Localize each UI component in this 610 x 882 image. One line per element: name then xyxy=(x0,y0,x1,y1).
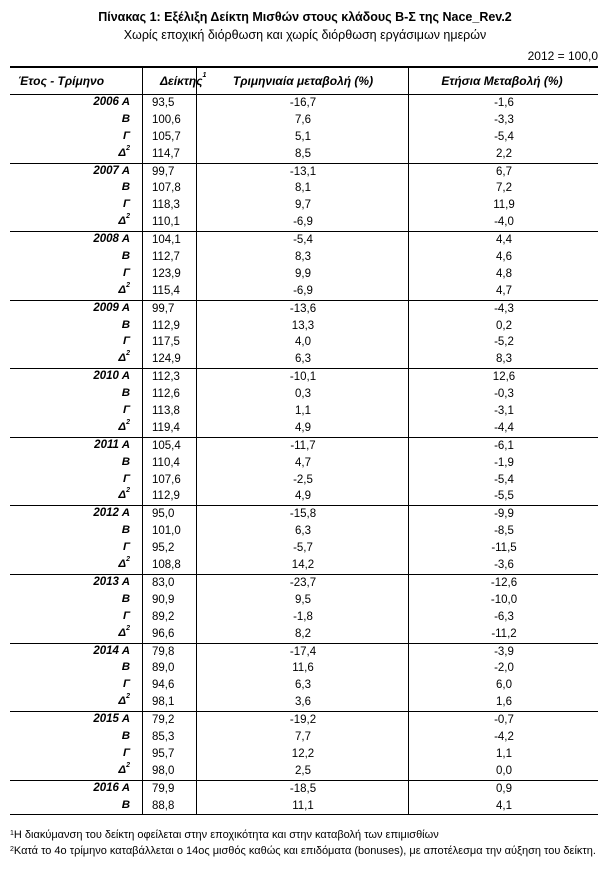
annual-change-value: 4,7 xyxy=(496,284,512,297)
footnote-marker: 2 xyxy=(126,761,130,769)
quarter-label: Α xyxy=(121,713,130,726)
wage-index-table xyxy=(10,66,598,815)
index-value: 96,6 xyxy=(152,627,175,640)
period-label xyxy=(123,130,130,142)
quarter-label: Α xyxy=(121,96,130,108)
index-value: 88,8 xyxy=(152,799,175,812)
annual-change-value: -3,3 xyxy=(494,113,514,126)
annual-change-value: 6,0 xyxy=(496,679,512,692)
quarter-label: Γ xyxy=(122,404,130,417)
period-label xyxy=(118,558,130,570)
quarterly-change-value: -17,4 xyxy=(289,645,317,658)
quarterly-change-value: -6,9 xyxy=(293,284,313,297)
index-value: 89,2 xyxy=(152,610,175,623)
table-row xyxy=(10,283,598,300)
quarter-label: Β xyxy=(121,455,130,468)
quarter-label: Β xyxy=(121,729,130,742)
quarter-label: Δ xyxy=(118,558,127,571)
quarterly-change-value: -23,7 xyxy=(289,576,317,589)
quarter-label: Β xyxy=(121,112,130,125)
year-group xyxy=(10,575,598,644)
year-label: 2008 xyxy=(93,233,119,246)
quarterly-change-value: -11,7 xyxy=(290,439,316,452)
table-row xyxy=(10,369,598,386)
index-value: 110,4 xyxy=(152,456,180,469)
quarter-label: Δ xyxy=(118,283,127,296)
quarterly-change-value: 4,9 xyxy=(295,421,311,434)
period-label xyxy=(93,713,130,725)
table-row xyxy=(10,798,598,815)
annual-change-value: -6,3 xyxy=(494,610,514,623)
quarterly-change-value: 8,2 xyxy=(295,627,311,640)
quarterly-change-value: 6,3 xyxy=(295,353,311,366)
index-value: 79,8 xyxy=(152,645,175,658)
quarterly-change-value: 2,5 xyxy=(295,764,311,777)
table-row xyxy=(10,164,598,181)
period-label xyxy=(93,165,130,177)
table-row xyxy=(10,557,598,574)
quarter-label: Α xyxy=(121,438,130,451)
period-label xyxy=(93,645,130,657)
quarter-label: Γ xyxy=(122,746,130,759)
year-group xyxy=(10,781,598,816)
table-row xyxy=(10,112,598,129)
quarter-label: Β xyxy=(121,661,130,674)
index-value: 112,3 xyxy=(152,371,180,384)
quarterly-change-value: 3,6 xyxy=(295,696,311,709)
footnote-marker: 2 xyxy=(126,281,130,289)
annual-change-value: 2,2 xyxy=(496,147,512,160)
quarterly-change-value: 9,7 xyxy=(295,199,311,212)
table-row xyxy=(10,438,598,455)
quarterly-change-value: 5,1 xyxy=(295,130,311,143)
annual-change-value: -8,5 xyxy=(494,525,514,538)
period-label xyxy=(118,418,130,433)
annual-change-value: 0,2 xyxy=(496,319,512,332)
table-row xyxy=(10,318,598,335)
annual-change-value: -0,3 xyxy=(494,388,514,401)
annual-change-value: -6,1 xyxy=(494,439,514,452)
quarterly-change-value: 11,6 xyxy=(292,662,314,675)
quarterly-change-value: 8,3 xyxy=(295,251,311,264)
quarterly-change-value: -16,7 xyxy=(289,97,317,109)
period-label xyxy=(122,181,130,193)
footnote-marker: 2 xyxy=(126,693,130,701)
footnote-2: $^2$Κατά το 4ο τρίμηνο καταβάλλεται ο 14ος μισθός καθώς και επιδόματα (bonuses), με αποτέλεσμα την αύξηση του δείκτη. xyxy=(10,845,596,857)
annual-change-value: -1,9 xyxy=(494,456,514,469)
period-label xyxy=(94,439,130,451)
footnote-marker: 2 xyxy=(126,624,130,632)
table-row xyxy=(10,592,598,609)
period-label xyxy=(118,624,130,639)
index-value: 112,9 xyxy=(152,319,180,332)
period-label xyxy=(118,144,130,159)
period-label xyxy=(122,319,130,331)
quarterly-change-value: 1,1 xyxy=(295,405,311,418)
index-value: 105,4 xyxy=(152,439,181,452)
period-label xyxy=(122,593,130,605)
table-row xyxy=(10,523,598,540)
quarterly-change-value: -6,9 xyxy=(293,216,313,229)
period-label xyxy=(93,507,130,519)
quarterly-change-value: 9,9 xyxy=(295,267,311,280)
period-label xyxy=(123,747,130,759)
table-row xyxy=(10,677,598,694)
year-label: 2016 xyxy=(93,781,119,794)
quarter-label: Δ xyxy=(118,215,127,228)
annual-change-value: -11,5 xyxy=(491,542,517,555)
table-row xyxy=(10,472,598,489)
annual-change-value: -4,0 xyxy=(494,216,514,229)
period-label xyxy=(122,730,130,742)
table-row xyxy=(10,609,598,626)
annual-change-value: -2,0 xyxy=(494,662,514,675)
period-label xyxy=(123,610,130,622)
year-label: 2011 xyxy=(94,438,119,451)
header-quarterly-change: Τριμηνιαία μεταβολή (%) xyxy=(232,74,374,88)
footnotes xyxy=(10,829,605,861)
quarter-label: Δ xyxy=(118,352,127,365)
year-label: 2009 xyxy=(93,301,119,314)
table-title: Πίνακας 1: Εξέλιξη Δείκτη Μισθών στους κλάδους Β-Σ της Nace_Rev.2 xyxy=(98,10,512,24)
quarterly-change-value: 12,2 xyxy=(291,747,315,760)
quarterly-change-value: -13,6 xyxy=(289,302,317,315)
quarter-label: Δ xyxy=(118,489,127,502)
index-value: 118,3 xyxy=(152,199,180,212)
index-value: 104,1 xyxy=(152,234,181,247)
quarterly-change-value: -13,1 xyxy=(289,165,317,178)
annual-change-value: -3,1 xyxy=(494,405,514,418)
index-value: 95,7 xyxy=(152,747,175,760)
annual-change-value: -5,2 xyxy=(494,336,514,349)
index-value: 99,7 xyxy=(152,165,175,178)
quarterly-change-value: 4,9 xyxy=(295,490,311,503)
table-row xyxy=(10,575,598,592)
index-value: 105,7 xyxy=(152,130,181,143)
annual-change-value: 0,9 xyxy=(496,782,512,795)
quarter-label: Γ xyxy=(122,266,130,279)
quarter-label: Γ xyxy=(122,129,130,142)
period-label xyxy=(93,576,130,588)
year-group xyxy=(10,712,598,781)
table-row xyxy=(10,95,598,112)
index-value: 115,4 xyxy=(152,284,180,297)
quarter-label: Β xyxy=(121,250,130,263)
index-value: 114,7 xyxy=(152,147,180,160)
annual-change-value: -5,5 xyxy=(494,490,514,503)
quarter-label: Α xyxy=(121,644,130,657)
quarterly-change-value: 0,3 xyxy=(295,388,311,401)
period-label xyxy=(123,267,130,279)
table-row xyxy=(10,146,598,163)
period-label xyxy=(122,799,130,811)
quarterly-change-value: -5,7 xyxy=(293,542,313,555)
footnote-marker: 2 xyxy=(126,144,130,152)
annual-change-value: -11,2 xyxy=(491,627,517,640)
quarterly-change-value: 7,7 xyxy=(295,730,311,743)
annual-change-value: -4,4 xyxy=(494,421,514,434)
quarter-label: Δ xyxy=(118,420,127,433)
header-index: Δείκτης$^1$ xyxy=(160,72,207,88)
year-label: 2015 xyxy=(93,713,119,726)
table-row xyxy=(10,197,598,214)
quarter-label: Δ xyxy=(118,626,127,639)
annual-change-value: -9,9 xyxy=(494,508,514,521)
base-year-note: 2012 = 100,0 xyxy=(527,49,598,63)
period-label xyxy=(118,695,130,707)
period-label xyxy=(93,233,130,245)
year-group xyxy=(10,438,598,507)
index-value: 95,0 xyxy=(152,508,175,521)
period-label xyxy=(122,524,130,536)
quarter-label: Γ xyxy=(122,335,130,348)
table-row xyxy=(10,488,598,505)
period-label xyxy=(123,473,130,485)
quarter-label: Γ xyxy=(122,678,130,691)
table-row xyxy=(10,644,598,661)
index-value: 117,5 xyxy=(152,336,180,349)
annual-change-value: 12,6 xyxy=(492,371,516,384)
table-row xyxy=(10,403,598,420)
quarter-label: Α xyxy=(121,301,130,314)
index-value: 79,2 xyxy=(152,714,175,727)
quarter-label: Β xyxy=(121,181,130,194)
year-group xyxy=(10,644,598,713)
table-row xyxy=(10,214,598,231)
footnote-marker: 2 xyxy=(126,213,130,221)
period-label xyxy=(93,302,130,314)
quarterly-change-value: 8,1 xyxy=(295,182,311,195)
quarter-label: Α xyxy=(121,370,130,383)
quarterly-change-value: -15,8 xyxy=(289,508,317,521)
period-label xyxy=(123,678,130,690)
year-label: 2012 xyxy=(93,507,119,520)
year-label: 2006 xyxy=(93,96,119,108)
index-value: 98,0 xyxy=(152,764,175,777)
footnote-marker: 2 xyxy=(126,487,130,495)
table-row xyxy=(10,180,598,197)
year-group xyxy=(10,95,598,164)
footnote-marker: 2 xyxy=(126,418,130,426)
table-header xyxy=(10,68,598,95)
annual-change-value: 0,0 xyxy=(496,764,512,777)
table-row xyxy=(10,694,598,711)
annual-change-value: -4,2 xyxy=(494,730,514,743)
quarter-label: Γ xyxy=(122,472,130,485)
index-value: 83,0 xyxy=(152,576,175,589)
period-label xyxy=(122,456,130,468)
footnote-marker: 2 xyxy=(126,556,130,564)
annual-change-value: 1,1 xyxy=(496,747,512,760)
table-row xyxy=(10,626,598,643)
table-row xyxy=(10,386,598,403)
table-row xyxy=(10,781,598,798)
quarter-label: Γ xyxy=(122,198,130,211)
annual-change-value: 4,6 xyxy=(496,251,512,264)
annual-change-value: -0,7 xyxy=(494,714,514,727)
quarterly-change-value: 6,3 xyxy=(295,679,311,692)
period-label xyxy=(122,661,130,673)
quarter-label: Α xyxy=(121,507,130,520)
table-row xyxy=(10,301,598,318)
quarter-label: Δ xyxy=(118,146,127,159)
index-value: 123,9 xyxy=(152,267,181,280)
table-row xyxy=(10,763,598,780)
index-value: 113,8 xyxy=(152,405,180,418)
quarterly-change-value: 6,3 xyxy=(295,525,311,538)
table-row xyxy=(10,351,598,368)
period-label xyxy=(122,387,130,399)
annual-change-value: -1,6 xyxy=(494,97,514,109)
year-group xyxy=(10,506,598,575)
annual-change-value: -4,3 xyxy=(494,302,514,315)
period-label xyxy=(118,352,130,364)
quarterly-change-value: -10,1 xyxy=(289,371,317,384)
table-row xyxy=(10,249,598,266)
quarterly-change-value: 4,7 xyxy=(295,456,311,469)
annual-change-value: 11,9 xyxy=(493,199,515,212)
annual-change-value: 6,7 xyxy=(496,165,512,178)
quarter-label: Β xyxy=(121,524,130,537)
period-label xyxy=(122,113,130,125)
quarterly-change-value: 11,1 xyxy=(292,799,314,812)
annual-change-value: -10,0 xyxy=(490,593,518,606)
quarterly-change-value: 8,5 xyxy=(295,147,311,160)
table-row xyxy=(10,455,598,472)
quarterly-change-value: -5,4 xyxy=(293,234,313,247)
index-value: 124,9 xyxy=(152,353,181,366)
period-label xyxy=(93,370,130,382)
period-label xyxy=(93,96,130,108)
year-label: 2010 xyxy=(93,370,119,383)
quarterly-change-value: 14,2 xyxy=(291,559,315,572)
quarterly-change-value: 13,3 xyxy=(291,319,315,332)
annual-change-value: -12,6 xyxy=(490,576,518,589)
annual-change-value: -5,4 xyxy=(494,473,514,486)
table-row xyxy=(10,506,598,523)
table-body xyxy=(10,95,598,815)
quarterly-change-value: -2,5 xyxy=(293,473,313,486)
index-value: 93,5 xyxy=(152,97,175,109)
quarterly-change-value: -18,5 xyxy=(289,782,317,795)
table-row xyxy=(10,540,598,557)
table-row xyxy=(10,746,598,763)
table-row xyxy=(10,266,598,283)
index-value: 108,8 xyxy=(152,559,181,572)
quarterly-change-value: -1,8 xyxy=(293,610,313,623)
index-value: 112,9 xyxy=(152,490,180,503)
index-value: 100,6 xyxy=(152,113,181,126)
index-value: 95,2 xyxy=(152,542,175,555)
index-value: 79,9 xyxy=(152,782,175,795)
quarter-label: Γ xyxy=(122,541,130,554)
period-label xyxy=(118,761,130,776)
quarter-label: Α xyxy=(121,233,130,246)
footnote-1: $^1$Η διακύμανση του δείκτη οφείλεται στην εποχικότητα και στην καταβολή των επιμισθίων xyxy=(10,829,439,841)
annual-change-value: 7,2 xyxy=(496,182,512,195)
table-row xyxy=(10,334,598,351)
period-label xyxy=(123,541,130,553)
header-period: Έτος - Τρίμηνο xyxy=(18,74,105,88)
quarter-label: Α xyxy=(121,575,130,588)
quarter-label: Α xyxy=(121,164,130,177)
quarter-label: Β xyxy=(121,318,130,331)
footnote-marker: 2 xyxy=(126,350,130,358)
index-value: 107,8 xyxy=(152,182,181,195)
table-row xyxy=(10,660,598,677)
quarterly-change-value: 4,0 xyxy=(295,336,311,349)
annual-change-value: -5,4 xyxy=(494,130,514,143)
header-annual-change: Ετήσια Μεταβολή (%) xyxy=(441,74,563,88)
period-label xyxy=(118,489,130,501)
annual-change-value: -3,6 xyxy=(494,559,514,572)
period-label xyxy=(123,404,130,416)
index-value: 98,1 xyxy=(152,696,175,709)
period-label xyxy=(123,198,130,210)
index-value: 112,6 xyxy=(152,388,180,401)
index-value: 94,6 xyxy=(152,679,175,692)
quarter-label: Δ xyxy=(118,695,127,708)
period-label xyxy=(118,215,130,227)
index-value: 119,4 xyxy=(152,421,180,434)
annual-change-value: 8,3 xyxy=(496,353,512,366)
quarter-label: Α xyxy=(121,781,130,794)
quarter-label: Δ xyxy=(118,763,127,776)
index-value: 90,9 xyxy=(152,593,175,606)
table-row xyxy=(10,420,598,437)
year-label: 2014 xyxy=(93,644,119,657)
year-group xyxy=(10,369,598,438)
index-value: 112,7 xyxy=(152,251,180,264)
period-label xyxy=(122,250,130,262)
year-label: 2007 xyxy=(93,164,119,177)
quarterly-change-value: 7,6 xyxy=(295,113,311,126)
year-group xyxy=(10,164,598,233)
quarter-label: Β xyxy=(121,592,130,605)
annual-change-value: 4,8 xyxy=(496,267,512,280)
table-subtitle: Χωρίς εποχική διόρθωση και χωρίς διόρθωση εργάσιμων ημερών xyxy=(123,28,487,42)
quarterly-change-value: 9,5 xyxy=(295,593,311,606)
quarter-label: Β xyxy=(121,387,130,400)
index-value: 110,1 xyxy=(152,216,180,229)
index-value: 85,3 xyxy=(152,730,175,743)
table-row xyxy=(10,729,598,746)
index-value: 107,6 xyxy=(152,473,181,486)
index-value: 99,7 xyxy=(152,302,175,315)
annual-change-value: 1,6 xyxy=(496,696,512,709)
annual-change-value: 4,4 xyxy=(496,234,512,247)
table-row xyxy=(10,712,598,729)
quarter-label: Β xyxy=(121,798,130,811)
index-value: 89,0 xyxy=(152,662,175,675)
table-row xyxy=(10,129,598,146)
year-label: 2013 xyxy=(93,575,119,588)
table-row xyxy=(10,232,598,249)
annual-change-value: -3,9 xyxy=(494,645,514,658)
period-label xyxy=(93,782,130,794)
quarterly-change-value: -19,2 xyxy=(289,714,317,727)
quarter-label: Γ xyxy=(122,609,130,622)
period-label xyxy=(123,335,130,347)
period-label xyxy=(118,281,130,296)
annual-change-value: 4,1 xyxy=(496,799,512,812)
index-value: 101,0 xyxy=(152,525,181,538)
year-group xyxy=(10,232,598,301)
year-group xyxy=(10,301,598,370)
